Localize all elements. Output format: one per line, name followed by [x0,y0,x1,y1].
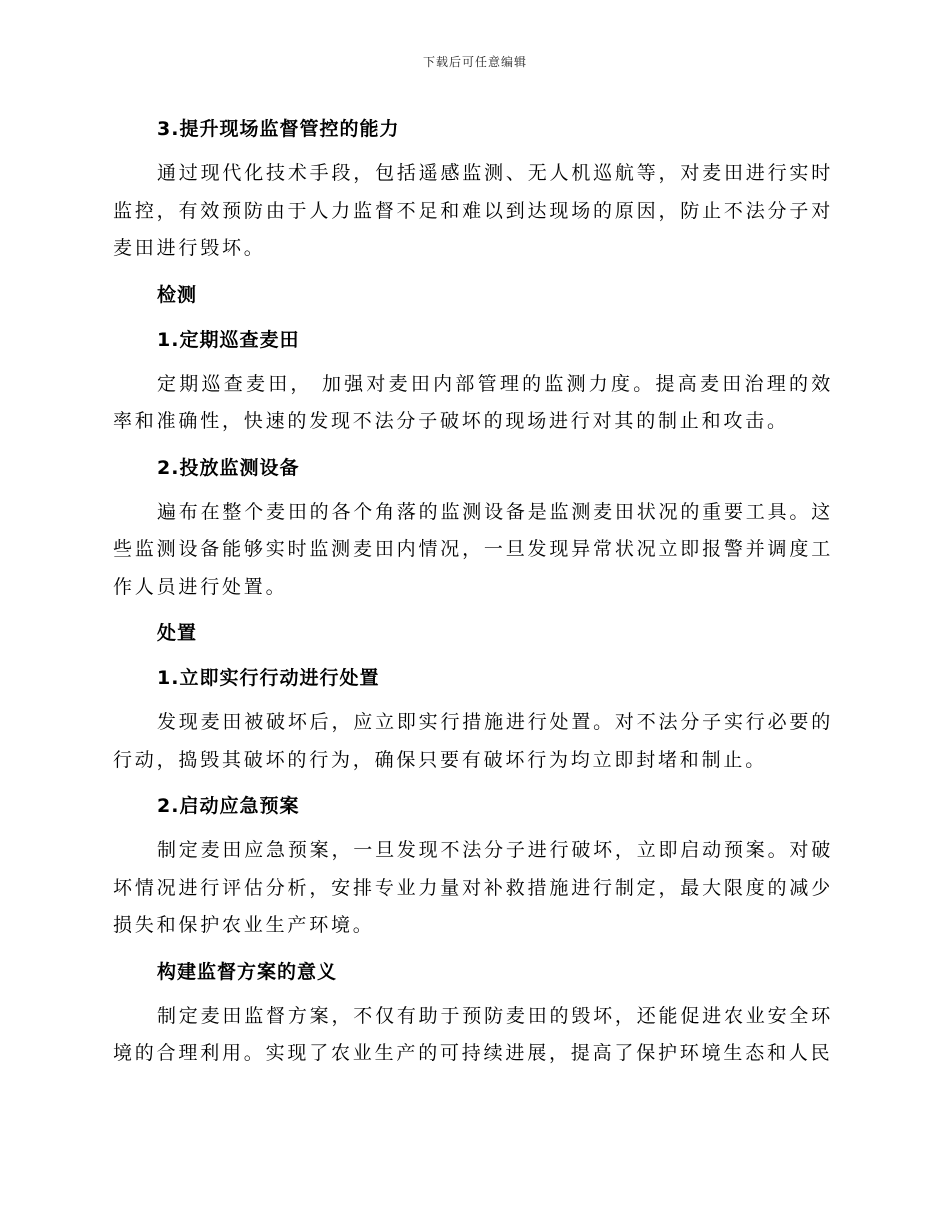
paragraph: 定期巡查麦田， 加强对麦田内部管理的监测力度。提高麦田治理的效率和准确性，快速的发现不法分子破坏的现场进行对其的制止和攻击。 [113,372,833,432]
page-header: 下载后可任意编辑 [422,55,527,69]
section-heading: 2.投放监测设备 [157,456,300,479]
section-heading: 检测 [157,283,198,306]
paragraph: 通过现代化技术手段，包括遥感监测、无人机巡航等，对麦田进行实时监控，有效预防由于人力监督不足和难以到达现场的原因，防止不法分子对麦田进行毁坏。 [113,162,833,259]
document-body [113,110,833,1081]
section-heading: 处置 [157,622,198,644]
section-heading: 构建监督方案的意义 [157,960,338,983]
paragraph: 遍布在整个麦田的各个角落的监测设备是监测麦田状况的重要工具。这些监测设备能够实时监测麦田内情况，一旦发现异常状况立即报警并调度工作人员进行处置。 [113,500,833,598]
section-heading: 3.提升现场监督管控的能力 [157,118,400,140]
paragraph: 制定麦田应急预案，一旦发现不法分子进行破坏，立即启动预案。对破坏情况进行评估分析，安排专业力量对补救措施进行制定，最大限度的减少损失和保护农业生产环境。 [113,839,833,936]
section-heading: 2.启动应急预案 [157,795,300,817]
paragraph: 发现麦田被破坏后，应立即实行措施进行处置。对不法分子实行必要的行动，捣毁其破坏的行为，确保只要有破坏行为均立即封堵和制止。 [113,711,833,771]
section-heading: 1.定期巡查麦田 [157,328,300,351]
paragraph: 制定麦田监督方案，不仅有助于预防麦田的毁坏，还能促进农业安全环境的合理利用。实现了农业生产的可持续进展，提高了保护环境生态和人民 [113,1004,833,1064]
section-heading: 1.立即实行行动进行处置 [157,667,380,689]
